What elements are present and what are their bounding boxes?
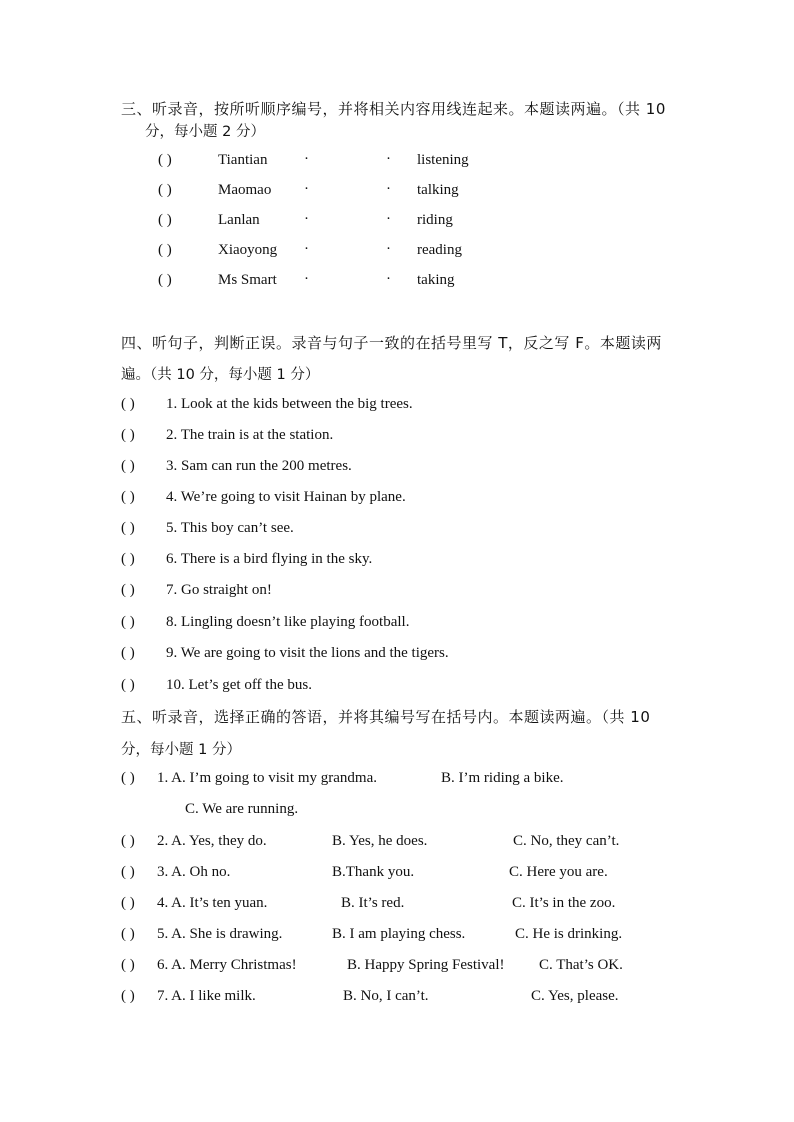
left-dot: · (304, 151, 309, 167)
activity-word: taking (417, 272, 455, 288)
answer-bracket[interactable]: ( ) (121, 926, 135, 942)
activity-word: riding (417, 212, 453, 228)
answer-bracket[interactable]: ( ) (121, 427, 135, 443)
section4-heading-line2: 遍。（共 10 分，每小题 1 分） (121, 367, 320, 383)
option-b: B. It’s red. (341, 895, 405, 911)
section3-heading-line2: 分，每小题 2 分） (145, 124, 265, 140)
option-c: C. We are running. (185, 801, 299, 817)
sentence-text: 6. There is a bird flying in the sky. (166, 551, 373, 567)
option-a: 4. A. It’s ten yuan. (157, 895, 268, 911)
option-a: 2. A. Yes, they do. (157, 833, 267, 849)
answer-bracket[interactable]: ( ) (121, 520, 135, 536)
answer-bracket[interactable]: ( ) (121, 458, 135, 474)
section3-heading-line1: 三、听录音，按所听顺序编号，并将相关内容用线连起来。本题读两遍。（共 10 (121, 100, 666, 118)
option-c: C. Here you are. (509, 864, 608, 880)
answer-bracket[interactable]: ( ) (121, 645, 135, 661)
sentence-text: 5. This boy can’t see. (166, 520, 294, 536)
right-dot: · (386, 211, 391, 227)
answer-bracket[interactable]: ( ) (121, 614, 135, 630)
answer-bracket[interactable]: ( ) (121, 957, 135, 973)
left-dot: · (304, 271, 309, 287)
sentence-text: 9. We are going to visit the lions and the tigers. (166, 645, 449, 661)
sentence-text: 4. We’re going to visit Hainan by plane. (166, 489, 406, 505)
left-dot: · (304, 181, 309, 197)
right-dot: · (386, 151, 391, 167)
answer-bracket[interactable]: ( ) (121, 988, 135, 1004)
answer-bracket[interactable]: ( ) (121, 833, 135, 849)
option-b: B. I am playing chess. (332, 926, 466, 942)
section4-heading-line1: 四、听句子，判断正误。录音与句子一致的在括号里写 T，反之写 F。本题读两 (121, 334, 662, 352)
activity-word: reading (417, 242, 462, 258)
section5-heading-line2: 分，每小题 1 分） (121, 742, 241, 758)
option-a: 6. A. Merry Christmas! (157, 957, 297, 973)
answer-bracket[interactable]: ( ) (121, 895, 135, 911)
option-a: 7. A. I like milk. (157, 988, 256, 1004)
left-dot: · (304, 241, 309, 257)
right-dot: · (386, 181, 391, 197)
option-c: C. Yes, please. (531, 988, 619, 1004)
answer-bracket[interactable]: ( ) (158, 272, 172, 288)
sentence-text: 3. Sam can run the 200 metres. (166, 458, 352, 474)
option-b: B.Thank you. (332, 864, 415, 880)
answer-bracket[interactable]: ( ) (158, 242, 172, 258)
answer-bracket[interactable]: ( ) (121, 864, 135, 880)
option-b: B. Yes, he does. (332, 833, 428, 849)
option-c: C. It’s in the zoo. (512, 895, 616, 911)
activity-word: talking (417, 182, 459, 198)
answer-bracket[interactable]: ( ) (158, 182, 172, 198)
option-a: 3. A. Oh no. (157, 864, 231, 880)
option-c: C. That’s OK. (539, 957, 623, 973)
option-b: B. Happy Spring Festival! (347, 957, 505, 973)
answer-bracket[interactable]: ( ) (121, 677, 135, 693)
option-a: 5. A. She is drawing. (157, 926, 283, 942)
option-a: 1. A. I’m going to visit my grandma. (157, 770, 377, 786)
answer-bracket[interactable]: ( ) (158, 212, 172, 228)
sentence-text: 2. The train is at the station. (166, 427, 334, 443)
person-name: Xiaoyong (218, 242, 278, 258)
person-name: Tiantian (218, 152, 268, 168)
answer-bracket[interactable]: ( ) (158, 152, 172, 168)
option-c: C. He is drinking. (515, 926, 623, 942)
activity-word: listening (417, 152, 469, 168)
sentence-text: 8. Lingling doesn’t like playing football. (166, 614, 410, 630)
answer-bracket[interactable]: ( ) (121, 582, 135, 598)
person-name: Maomao (218, 182, 272, 198)
answer-bracket[interactable]: ( ) (121, 396, 135, 412)
right-dot: · (386, 271, 391, 287)
person-name: Ms Smart (218, 272, 277, 288)
answer-bracket[interactable]: ( ) (121, 551, 135, 567)
section5-heading-line1: 五、听录音，选择正确的答语，并将其编号写在括号内。本题读两遍。（共 10 (121, 708, 651, 726)
sentence-text: 10. Let’s get off the bus. (166, 677, 312, 693)
sentence-text: 7. Go straight on! (166, 582, 272, 598)
answer-bracket[interactable]: ( ) (121, 489, 135, 505)
left-dot: · (304, 211, 309, 227)
option-c: C. No, they can’t. (513, 833, 620, 849)
answer-bracket[interactable]: ( ) (121, 770, 135, 786)
option-b: B. No, I can’t. (343, 988, 429, 1004)
right-dot: · (386, 241, 391, 257)
option-b: B. I’m riding a bike. (441, 770, 564, 786)
person-name: Lanlan (218, 212, 260, 228)
sentence-text: 1. Look at the kids between the big trees. (166, 396, 413, 412)
